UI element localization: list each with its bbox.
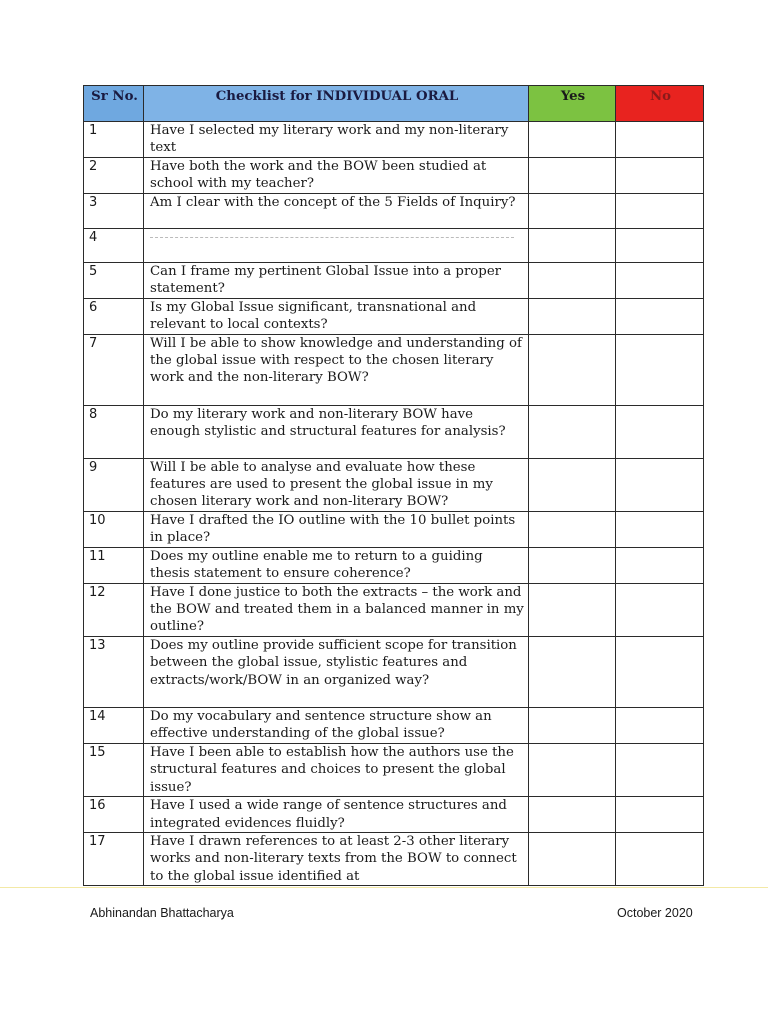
row-question: Have I been able to establish how the authors use the structural features and choices to present the global issue?: [144, 743, 529, 796]
no-checkbox-cell[interactable]: [616, 583, 704, 636]
yes-checkbox-cell[interactable]: [529, 583, 616, 636]
table-row: [84, 583, 704, 636]
no-checkbox-cell[interactable]: [616, 228, 704, 262]
table-row: [84, 707, 704, 743]
row-number: 9: [84, 458, 144, 511]
footer-date: October 2020: [617, 906, 693, 920]
row-question: Do my vocabulary and sentence structure show an effective understanding of the global issue?: [144, 707, 529, 743]
yes-checkbox-cell[interactable]: [529, 707, 616, 743]
no-checkbox-cell[interactable]: [616, 193, 704, 228]
yes-checkbox-cell[interactable]: [529, 298, 616, 334]
row-number: 13: [84, 636, 144, 707]
row-question: Is my Global Issue significant, transnational and relevant to local contexts?: [144, 298, 529, 334]
header-row: [84, 86, 704, 122]
row-question: Does my outline provide sufficient scope for transition between the global issue, stylistic features and extracts/work/BOW in an organized way?: [144, 636, 529, 707]
row-question: Do my literary work and non-literary BOW have enough stylistic and structural features for analysis?: [144, 405, 529, 458]
row-number: 4: [84, 228, 144, 262]
table-row: [84, 228, 704, 262]
table-row: [84, 193, 704, 228]
row-question: Have I selected my literary work and my non-literary text: [144, 122, 529, 158]
row-number: 16: [84, 797, 144, 833]
yes-checkbox-cell[interactable]: [529, 122, 616, 158]
table-row: [84, 298, 704, 334]
no-checkbox-cell[interactable]: [616, 636, 704, 707]
row-question: Will I be able to analyse and evaluate how these features are used to present the global issue in my chosen literary work and non-literary BOW?: [144, 458, 529, 511]
row-number: 8: [84, 405, 144, 458]
no-checkbox-cell[interactable]: [616, 405, 704, 458]
yes-checkbox-cell[interactable]: [529, 334, 616, 405]
row-number: 2: [84, 158, 144, 194]
no-checkbox-cell[interactable]: [616, 547, 704, 583]
row-question: Have I drawn references to at least 2-3 other literary works and non-literary texts from the BOW to connect to the global issue identified at: [144, 832, 529, 885]
table-row: [84, 511, 704, 547]
row-number: 15: [84, 743, 144, 796]
yes-checkbox-cell[interactable]: [529, 228, 616, 262]
row-number: 6: [84, 298, 144, 334]
table-row: [84, 334, 704, 405]
table-row: [84, 832, 704, 885]
row-number: 7: [84, 334, 144, 405]
table-row: [84, 122, 704, 158]
row-question: Have I done justice to both the extracts – the work and the BOW and treated them in a balanced manner in my outline?: [144, 583, 529, 636]
yes-checkbox-cell[interactable]: [529, 832, 616, 885]
no-checkbox-cell[interactable]: [616, 262, 704, 298]
table-row: [84, 743, 704, 796]
no-checkbox-cell[interactable]: [616, 122, 704, 158]
no-checkbox-cell[interactable]: [616, 334, 704, 405]
row-question: Can I frame my pertinent Global Issue into a proper statement?: [144, 262, 529, 298]
row-number: 5: [84, 262, 144, 298]
no-checkbox-cell[interactable]: [616, 511, 704, 547]
table-row: [84, 797, 704, 833]
table-row: [84, 262, 704, 298]
yes-checkbox-cell[interactable]: [529, 636, 616, 707]
row-question: Have I used a wide range of sentence structures and integrated evidences fluidly?: [144, 797, 529, 833]
row-question: Will I be able to show knowledge and understanding of the global issue with respect to the chosen literary work and the non-literary BOW?: [144, 334, 529, 405]
table-row: [84, 405, 704, 458]
yes-checkbox-cell[interactable]: [529, 405, 616, 458]
table-row: [84, 547, 704, 583]
no-checkbox-cell[interactable]: [616, 158, 704, 194]
checklist-table: [83, 85, 704, 886]
footer-author: Abhinandan Bhattacharya: [90, 906, 234, 920]
row-question: Have both the work and the BOW been studied at school with my teacher?: [144, 158, 529, 194]
row-question: [144, 228, 529, 262]
yes-checkbox-cell[interactable]: [529, 511, 616, 547]
yes-checkbox-cell[interactable]: [529, 547, 616, 583]
yes-checkbox-cell[interactable]: [529, 193, 616, 228]
footer-divider: [0, 887, 768, 888]
header-sr-no: Sr No.: [84, 86, 144, 122]
no-checkbox-cell[interactable]: [616, 743, 704, 796]
row-number: 1: [84, 122, 144, 158]
row-number: 10: [84, 511, 144, 547]
header-yes: Yes: [529, 86, 616, 122]
header-no: No: [616, 86, 704, 122]
no-checkbox-cell[interactable]: [616, 832, 704, 885]
row-number: 3: [84, 193, 144, 228]
header-checklist-title: Checklist for INDIVIDUAL ORAL: [144, 86, 529, 122]
no-checkbox-cell[interactable]: [616, 707, 704, 743]
no-checkbox-cell[interactable]: [616, 298, 704, 334]
row-number: 12: [84, 583, 144, 636]
faded-text-line: [150, 237, 514, 239]
yes-checkbox-cell[interactable]: [529, 743, 616, 796]
table-row: [84, 458, 704, 511]
table-row: [84, 636, 704, 707]
yes-checkbox-cell[interactable]: [529, 797, 616, 833]
row-question: Does my outline enable me to return to a guiding thesis statement to ensure coherence?: [144, 547, 529, 583]
row-question: Am I clear with the concept of the 5 Fields of Inquiry?: [144, 193, 529, 228]
row-number: 14: [84, 707, 144, 743]
no-checkbox-cell[interactable]: [616, 797, 704, 833]
row-question: Have I drafted the IO outline with the 10 bullet points in place?: [144, 511, 529, 547]
yes-checkbox-cell[interactable]: [529, 458, 616, 511]
table-row: [84, 158, 704, 194]
row-number: 17: [84, 832, 144, 885]
no-checkbox-cell[interactable]: [616, 458, 704, 511]
yes-checkbox-cell[interactable]: [529, 262, 616, 298]
yes-checkbox-cell[interactable]: [529, 158, 616, 194]
row-number: 11: [84, 547, 144, 583]
